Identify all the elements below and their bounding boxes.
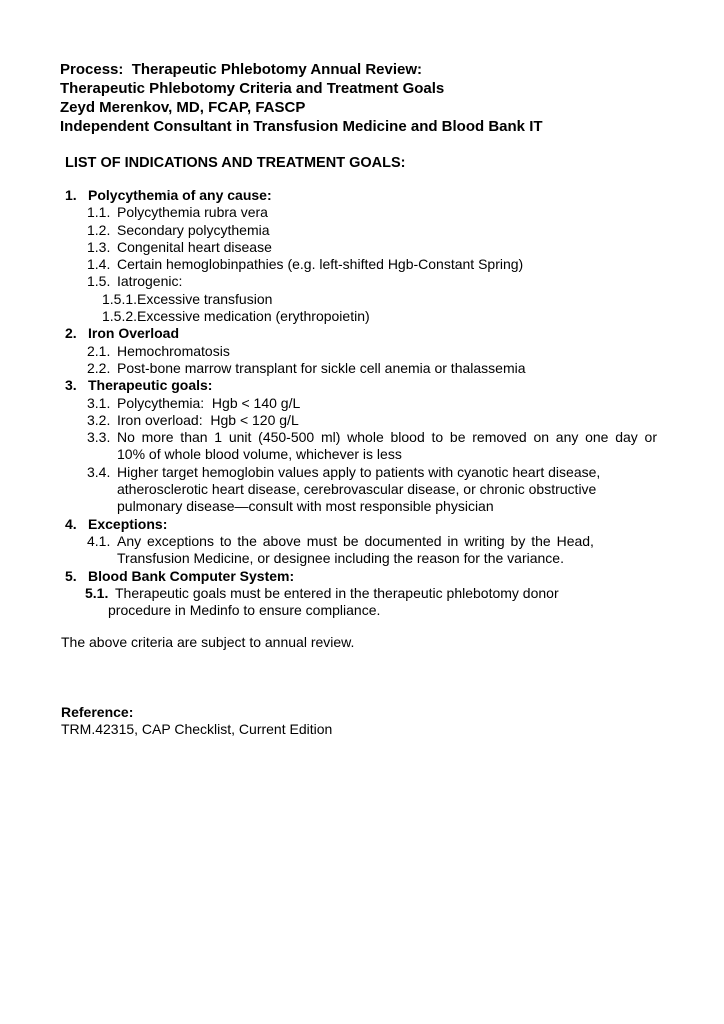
list-item-text — [117, 429, 657, 464]
list-item-1-1 — [87, 204, 657, 221]
author-name: Zeyd Merenkov, MD, FCAP, FASCP — [60, 99, 306, 116]
list-item-text-line: Therapeutic goals must be entered in the therapeutic phlebotomy donor — [115, 584, 559, 601]
reference-block — [61, 704, 332, 739]
list-item-1-2 — [87, 222, 657, 239]
list-item-1-3 — [87, 239, 657, 256]
author-role: Independent Consultant in Transfusion Medicine and Blood Bank IT — [60, 118, 543, 135]
list-item-number: 2. — [65, 325, 77, 342]
list-item-text: Excessive transfusion — [137, 290, 273, 307]
list-item-text: Blood Bank Computer System: — [88, 567, 295, 584]
list-item-text: Polycythemia of any cause: — [88, 187, 272, 203]
list-item-text: Secondary polycythemia — [117, 221, 270, 238]
list-item-text: Therapeutic goals: — [88, 377, 213, 394]
list-item-text-line: pulmonary disease—consult with most responsible physician — [117, 498, 494, 515]
list-item-text-line: procedure in Medinfo to ensure compliance. — [108, 602, 381, 619]
list-item-text-line: No more than 1 unit (450-500 ml) whole blood to be removed on any one day or — [117, 429, 657, 446]
list-item-text — [117, 464, 657, 516]
list-item-text — [108, 585, 657, 620]
list-item-number: 1.1. — [87, 204, 111, 221]
list-item-number: 3.2. — [87, 411, 111, 428]
list-item-text: Iatrogenic: — [117, 273, 183, 290]
list-item-number: 5. — [65, 567, 77, 584]
list-item-2-2 — [87, 360, 657, 377]
list-item-text-line: Any exceptions to the above must be documented in writing by the Head, — [117, 532, 594, 549]
list-item-number: 1.2. — [87, 221, 111, 238]
list-item-number: 4.1. — [87, 532, 111, 549]
list-item-number: 1.5.1. — [102, 290, 138, 307]
reference-value: TRM.42315, CAP Checklist, Current Edition — [61, 721, 333, 738]
list-item-text: Certain hemoglobinpathies (e.g. left-shifted Hgb-Constant Spring) — [117, 256, 524, 273]
list-item-5-1 — [85, 585, 657, 620]
list-item-number: 3.4. — [87, 463, 111, 480]
list-item-1-5-2 — [102, 308, 657, 325]
list-item-text: Post-bone marrow transplant for sickle cell anemia or thalassemia — [117, 359, 526, 376]
list-item-1 — [65, 187, 657, 204]
list-item-text: Polycythemia: Hgb < 140 g/L — [117, 394, 301, 411]
document-title-block — [60, 60, 660, 136]
list-item-1-5 — [87, 273, 657, 290]
list-item-text: Excessive medication (erythropoietin) — [137, 308, 370, 325]
list-item-number: 3.1. — [87, 394, 111, 411]
list-item-number: 2.1. — [87, 342, 111, 359]
list-item-text-line: 10% of whole blood volume, whichever is less — [117, 446, 402, 463]
list-item-number: 4. — [65, 515, 77, 532]
list-item-1-5-1 — [102, 291, 657, 308]
list-item-text — [117, 533, 657, 568]
list-item-text-line: Higher target hemoglobin values apply to patients with cyanotic heart disease, — [117, 463, 601, 480]
list-item-number: 3.3. — [87, 429, 111, 446]
list-item-3-1 — [87, 395, 657, 412]
list-item-number: 1. — [65, 187, 77, 203]
list-item-1-4 — [87, 256, 657, 273]
list-item-5 — [65, 568, 657, 585]
list-item-number: 3. — [65, 377, 77, 394]
list-item-text: Iron overload: Hgb < 120 g/L — [117, 411, 299, 428]
list-item-number: 2.2. — [87, 359, 111, 376]
list-item-text: Polycythemia rubra vera — [117, 204, 268, 221]
list-item-2 — [65, 325, 657, 342]
list-item-text-line: Transfusion Medicine, or designee including the reason for the variance. — [117, 550, 564, 567]
process-title: Process: Therapeutic Phlebotomy Annual Review: — [60, 61, 423, 78]
annual-review-note: The above criteria are subject to annual review. — [61, 634, 355, 650]
list-item-3-4 — [87, 464, 657, 516]
list-item-number: 1.3. — [87, 238, 111, 255]
list-item-3 — [65, 377, 657, 394]
document-subtitle: Therapeutic Phlebotomy Criteria and Treatment Goals — [60, 80, 445, 97]
list-item-2-1 — [87, 343, 657, 360]
list-item-text: Iron Overload — [88, 325, 180, 342]
list-item-text: Congenital heart disease — [117, 238, 272, 255]
list-item-3-2 — [87, 412, 657, 429]
list-item-3-3 — [87, 429, 657, 464]
list-item-4 — [65, 516, 657, 533]
list-item-text: Hemochromatosis — [117, 342, 230, 359]
list-item-number: 5.1. — [85, 584, 109, 601]
list-item-text: Exceptions: — [88, 515, 168, 532]
reference-label: Reference: — [61, 704, 134, 720]
indications-list — [65, 187, 657, 619]
list-heading: LIST OF INDICATIONS AND TREATMENT GOALS: — [65, 155, 406, 171]
list-item-number: 1.5. — [87, 273, 111, 290]
list-item-number: 1.4. — [87, 256, 111, 273]
list-item-text-line: atherosclerotic heart disease, cerebrovascular disease, or chronic obstructive — [117, 481, 597, 498]
list-item-number: 1.5.2. — [102, 308, 138, 325]
list-item-4-1 — [87, 533, 657, 568]
